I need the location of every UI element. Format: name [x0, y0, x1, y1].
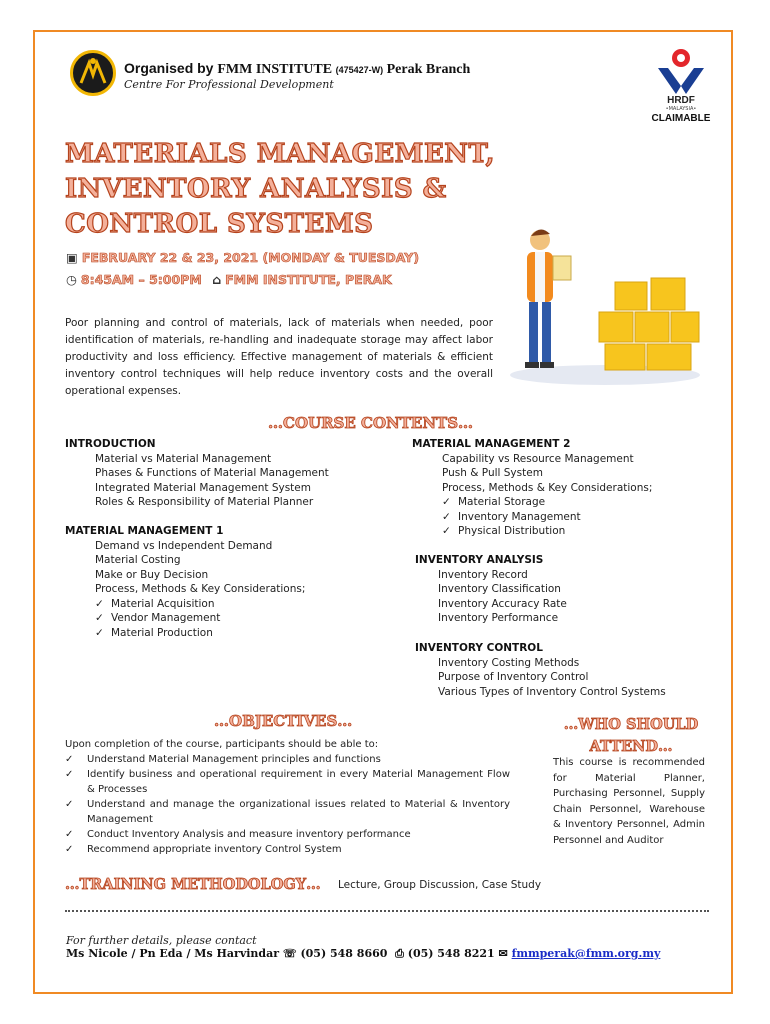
organiser-prefix: Organised by: [124, 60, 218, 76]
checkmark-icon: ✓: [65, 844, 74, 855]
inventory-analysis-section: [415, 553, 567, 626]
venue-icon: ⌂: [212, 272, 222, 287]
event-date: FEBRUARY 22 & 23, 2021 (MONDAY & TUESDAY): [81, 250, 420, 265]
training-methodology-text: Lecture, Group Discussion, Case Study: [338, 879, 542, 891]
course-title-line-1: MATERIALS MANAGEMENT,: [65, 139, 496, 169]
checkmark-icon: ✓: [65, 769, 74, 780]
checkmark-icon: ✓: [442, 496, 451, 508]
material-management-2-section: [412, 437, 652, 539]
list-item: ✓ Material Acquisition: [95, 597, 215, 610]
mm2-heading: MATERIAL MANAGEMENT 2: [412, 438, 571, 450]
phone-icon: ☏: [282, 947, 297, 960]
list-item: Roles & Responsibility of Material Planner: [95, 496, 314, 508]
course-title-line-2: INVENTORY ANALYSIS &: [65, 174, 447, 204]
fax-icon: ⎙: [395, 947, 404, 960]
event-venue: FMM INSTITUTE, PERAK: [225, 272, 392, 287]
contact-intro: For further details, please contact: [66, 934, 257, 947]
contact-line: [66, 947, 660, 961]
list-item: Demand vs Independent Demand: [95, 539, 273, 552]
checkmark-icon: ✓: [65, 799, 74, 810]
list-item: Inventory Classification: [438, 583, 561, 595]
list-item: ✓ Physical Distribution: [442, 525, 566, 537]
checkmark-icon: ✓: [65, 829, 74, 840]
course-title: [65, 137, 535, 242]
who-should-attend-text: This course is recommended for Material Planner, Purchasing Personnel, Supply Chain Personnel, Warehouse & Inventory Personnel, Admin Personnel and Auditor: [553, 757, 705, 846]
list-item: ✓ Understand and manage the organizational issues related to Material & Inventory Management: [65, 799, 510, 825]
list-item: ✓ Conduct Inventory Analysis and measure inventory performance: [65, 829, 411, 840]
list-item: Make or Buy Decision: [95, 568, 209, 581]
introduction-heading: INTRODUCTION: [65, 438, 156, 450]
course-title-line-3: CONTROL SYSTEMS: [65, 209, 374, 239]
contact-fax: (05) 548 8221: [407, 947, 495, 960]
list-item: ✓ Material Production: [95, 626, 213, 639]
inventory-analysis-heading: INVENTORY ANALYSIS: [415, 554, 544, 566]
list-item: Capability vs Resource Management: [442, 452, 634, 465]
list-item: Inventory Costing Methods: [438, 656, 580, 669]
checkmark-icon: ✓: [442, 525, 451, 537]
email-icon: ✉: [498, 947, 508, 960]
list-item: Phases & Functions of Material Management: [95, 467, 329, 479]
list-item: Inventory Record: [438, 568, 528, 581]
contact-email-link[interactable]: fmmperak@fmm.org.my: [511, 947, 661, 960]
list-item: Push & Pull System: [442, 467, 543, 479]
objectives-banner: …OBJECTIVES…: [214, 712, 353, 730]
list-item: ✓ Vendor Management: [95, 612, 221, 624]
list-item: Material Costing: [95, 554, 181, 566]
event-date-line: [66, 250, 419, 265]
checkmark-icon: ✓: [65, 754, 74, 765]
list-item: Material vs Material Management: [95, 452, 272, 465]
who-should-attend-banner: …WHO SHOULD ATTEND…: [563, 716, 699, 755]
hrdf-sublabel: •MALAYSIA•: [665, 106, 697, 112]
hrdf-label: HRDF: [667, 95, 695, 106]
organiser-name: FMM INSTITUTE: [217, 62, 333, 77]
inventory-control-heading: INVENTORY CONTROL: [415, 642, 543, 654]
divider: [65, 910, 709, 916]
warehouse-worker-illustration: [505, 220, 705, 390]
list-item: Inventory Performance: [438, 612, 559, 624]
list-item: Process, Methods & Key Considerations;: [442, 481, 653, 494]
list-item: ✓ Material Storage: [442, 496, 546, 508]
fmm-logo: [70, 50, 116, 96]
checkmark-icon: ✓: [95, 597, 104, 610]
intro-paragraph: Poor planning and control of materials, lack of materials when needed, poor identification of materials, re-handling and inadequate storage may affect labor productivity and loss efficiency. Effective management of materials & efficient inventory control techniques will help reduce inventory costs and the overall operational expenses.: [65, 317, 493, 397]
list-item: Process, Methods & Key Considerations;: [95, 583, 306, 595]
checkmark-icon: ✓: [95, 626, 104, 639]
list-item: Various Types of Inventory Control Systems: [438, 685, 666, 698]
organiser-line: [124, 60, 470, 78]
introduction-section: [65, 437, 329, 510]
organiser-branch: Perak Branch: [386, 62, 471, 77]
contact-phone: (05) 548 8660: [300, 947, 388, 960]
contact-names: Ms Nicole / Pn Eda / Ms Harvindar: [66, 947, 279, 960]
event-time: 8:45AM – 5:00PM: [80, 272, 202, 287]
claimable-label: CLAIMABLE: [651, 113, 711, 124]
material-management-1-section: [65, 524, 305, 640]
organiser-subtitle: Centre For Professional Development: [124, 78, 334, 91]
checkmark-icon: ✓: [95, 612, 104, 624]
event-time-venue-line: [66, 272, 392, 287]
organiser-reg: (475427-W): [335, 65, 384, 75]
calendar-icon: ▣: [66, 250, 78, 265]
list-item: Integrated Material Management System: [95, 481, 311, 494]
list-item: ✓ Recommend appropriate inventory Control System: [65, 844, 342, 855]
list-item: Inventory Accuracy Rate: [438, 597, 567, 610]
course-contents-banner: …COURSE CONTENTS…: [268, 414, 474, 432]
checkmark-icon: ✓: [442, 510, 451, 523]
list-item: ✓ Inventory Management: [442, 510, 581, 523]
objectives-section: [65, 737, 510, 857]
list-item: ✓ Understand Material Management principles and functions: [65, 754, 381, 765]
inventory-control-section: [415, 641, 666, 699]
list-item: ✓ Identify business and operational requirement in every Material Management Flow & Processes: [65, 769, 510, 795]
clock-icon: ◷: [66, 272, 77, 287]
training-methodology-banner: …TRAINING METHODOLOGY…: [65, 876, 321, 893]
list-item: Purpose of Inventory Control: [438, 671, 589, 683]
objectives-lead: Upon completion of the course, participants should be able to:: [65, 739, 379, 750]
mm1-heading: MATERIAL MANAGEMENT 1: [65, 525, 224, 537]
